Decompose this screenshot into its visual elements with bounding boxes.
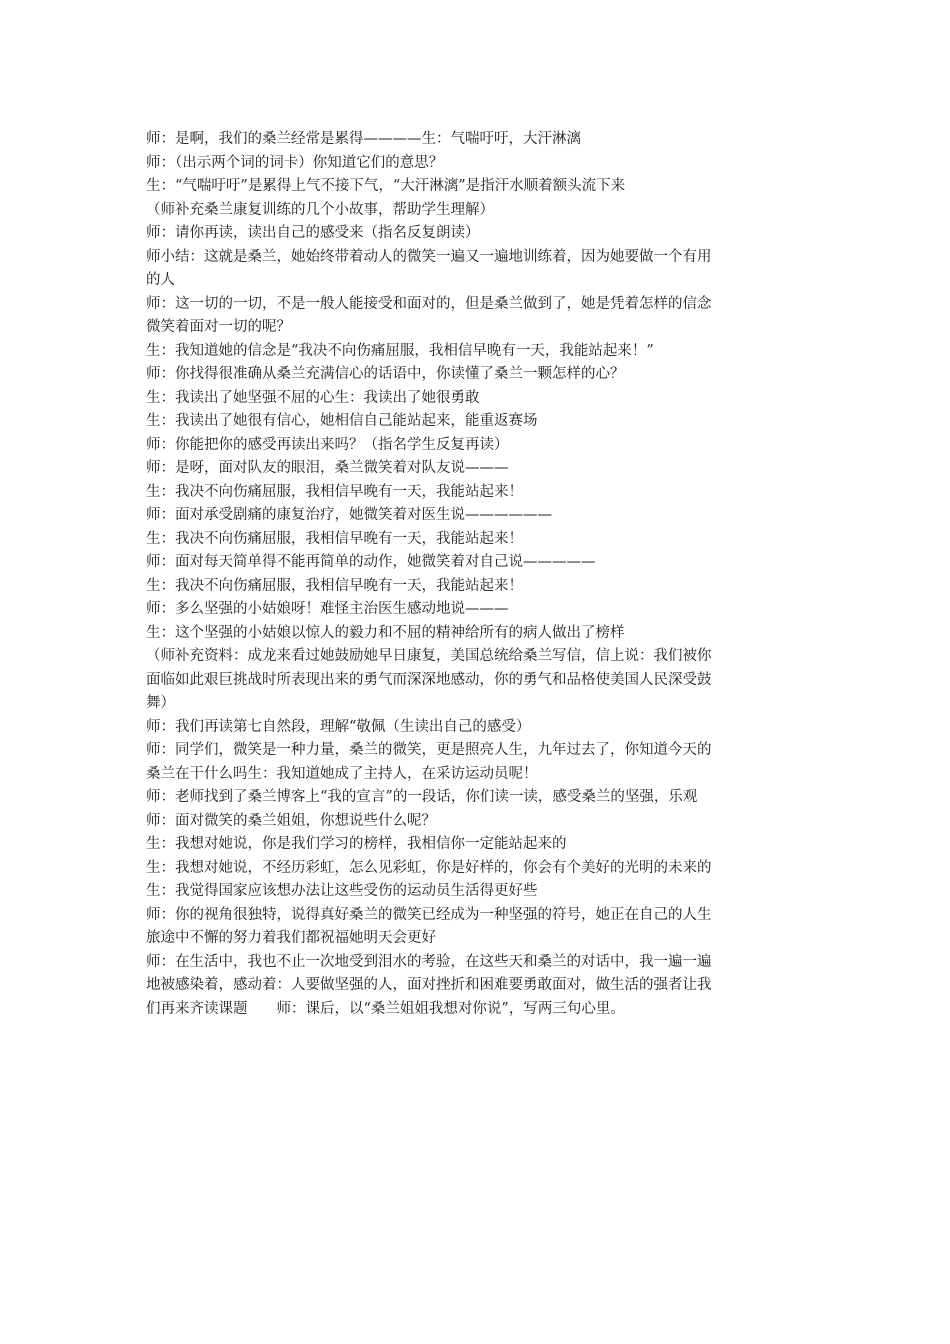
text-line: 师：你能把你的感受再读出来吗？（指名学生反复再读） (146, 436, 509, 453)
text-line: 师：面对承受剧痛的康复治疗，她微笑着对医生说—————— (146, 507, 552, 523)
text-line: 生：我决不向伤痛屈服，我相信早晚有一天，我能站起来！ (146, 483, 523, 500)
text-line: （师补充桑兰康复训练的几个小故事，帮助学生理解） (146, 201, 494, 218)
text-line: 舞） (146, 695, 175, 711)
text-line: 师：面对微笑的桑兰姐姐，你想说些什么呢？ (146, 812, 436, 829)
text-line: 生：“气喘吁吁”是累得上气不接下气，“大汗淋漓”是指汗水顺着额头流下来 (146, 178, 626, 194)
text-line: （师补充资料：成龙来看过她鼓励她早日康复，美国总统给桑兰写信，信上说：我们被你 (146, 648, 712, 664)
text-line: 生：我决不向伤痛屈服，我相信早晚有一天，我能站起来！ (146, 530, 523, 547)
text-line: 师：老师找到了桑兰博客上“我的宣言”的一段话，你们读一读，感受桑兰的坚强，乐观 (146, 789, 698, 805)
text-line: 师：多么坚强的小姑娘呀！难怪主治医生感动地说——— (146, 601, 509, 617)
text-line: 师：请你再读，读出自己的感受来（指名反复朗读） (146, 225, 480, 241)
text-line: 师：是呀，面对队友的眼泪，桑兰微笑着对队友说——— (146, 460, 509, 476)
text-line: 生：我觉得国家应该想办法让这些受伤的运动员生活得更好些 (146, 883, 538, 899)
document-body (146, 128, 806, 1021)
text-line: 生：我决不向伤痛屈服，我相信早晚有一天，我能站起来！ (146, 577, 523, 594)
text-line: 师：这一切的一切，不是一般人能接受和面对的，但是桑兰做到了，她是凭着怎样的信念 (146, 295, 712, 312)
text-line: 面临如此艰巨挑战时所表现出来的勇气而深深地感动，你的勇气和品格使美国人民深受鼓 (146, 671, 712, 688)
text-line: 师小结：这就是桑兰，她始终带着动人的微笑一遍又一遍地训练着，因为她要做一个有用 (146, 248, 712, 265)
text-line: 桑兰在干什么吗生：我知道她成了主持人，在采访运动员呢！ (146, 765, 538, 782)
text-line: 生：我读出了她坚强不屈的心生：我读出了她很勇敢 (146, 389, 480, 406)
text-line: 师：同学们，微笑是一种力量，桑兰的微笑，更是照亮人生，九年过去了，你知道今天的 (146, 742, 712, 758)
text-line: 地被感染着，感动着：人要做坚强的人，面对挫折和困难要勇敢面对，做生活的强者让我 (146, 977, 712, 993)
text-line: 生：这个坚强的小姑娘以惊人的毅力和不屈的精神给所有的病人做出了榜样 (146, 624, 625, 641)
text-line: 的人 (146, 272, 175, 288)
text-line: 师：你找得很准确从桑兰充满信心的话语中，你读懂了桑兰一颗怎样的心？ (146, 366, 625, 382)
text-line: 师：是啊，我们的桑兰经常是累得————生：气喘吁吁，大汗淋漓 (146, 131, 581, 147)
text-line: 师：面对每天简单得不能再简单的动作，她微笑着对自己说————— (146, 554, 596, 570)
text-line: 师：我们再读第七自然段，理解“敬佩（生读出自己的感受） (146, 718, 531, 735)
text-line: 们再来齐读课题 师：课后，以“桑兰姐姐我想对你说”，写两三句心里。 (146, 1000, 625, 1017)
text-line: 生：我想对她说，不经历彩虹，怎么见彩虹，你是好样的，你会有个美好的光明的未来的 (146, 859, 712, 876)
text-line: 生：我想对她说，你是我们学习的榜样，我相信你一定能站起来的 (146, 836, 567, 852)
text-line: 师：你的视角很独特，说得真好桑兰的微笑已经成为一种坚强的符号，她正在自己的人生 (146, 906, 712, 923)
text-line: 生：我读出了她很有信心，她相信自己能站起来，能重返赛场 (146, 413, 538, 429)
text-line: 微笑着面对一切的呢？ (146, 319, 291, 335)
text-line: 旅途中不懈的努力着我们都祝福她明天会更好 (146, 930, 436, 946)
text-line: 师：在生活中，我也不止一次地受到泪水的考验，在这些天和桑兰的对话中，我一遍一遍 (146, 953, 712, 970)
text-line: 生：我知道她的信念是“我决不向伤痛屈服，我相信早晚有一天，我能站起来！” (146, 342, 654, 359)
text-line: 师：（出示两个词的词卡）你知道它们的意思？ (146, 154, 444, 171)
